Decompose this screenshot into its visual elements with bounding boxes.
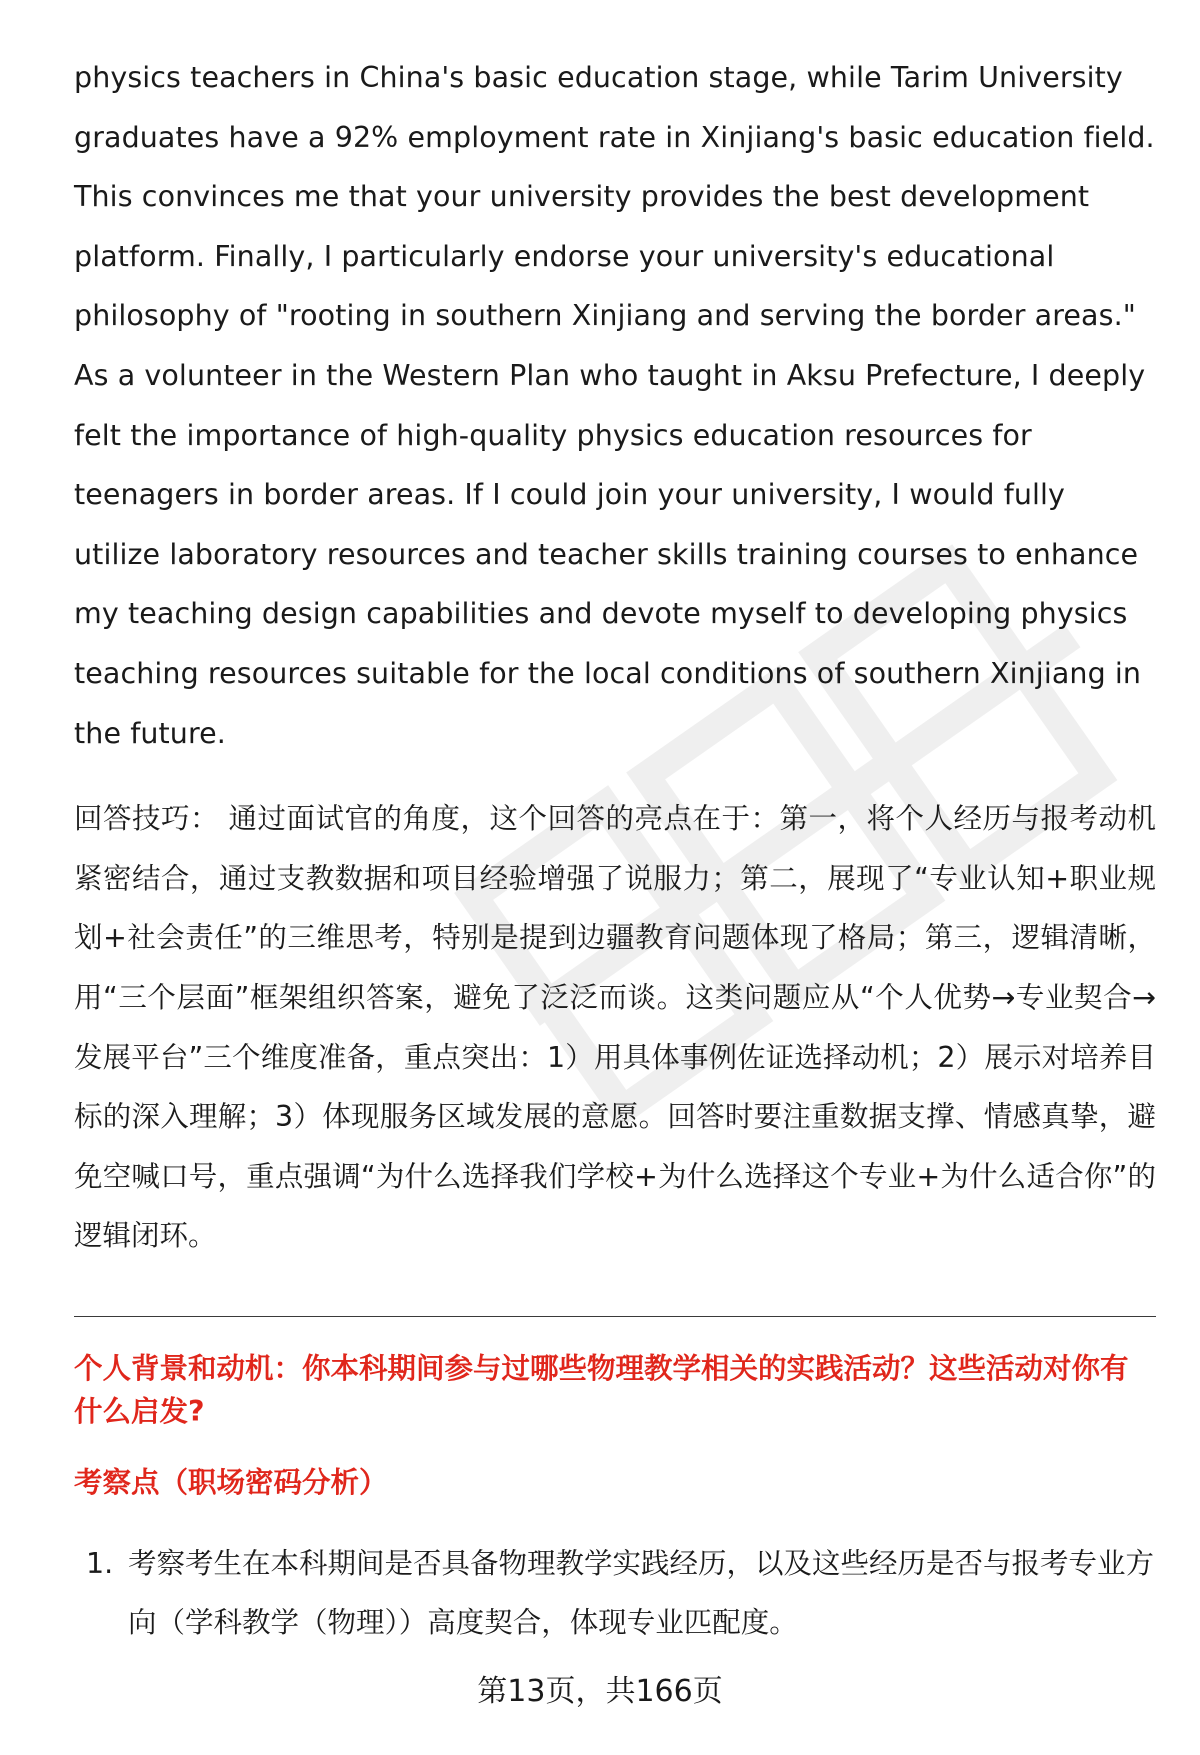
interview-question: 个人背景和动机：你本科期间参与过哪些物理教学相关的实践活动？这些活动对你有什么启发?	[74, 1351, 1129, 1428]
focus-heading: 考察点（职场密码分析）	[74, 1465, 388, 1499]
focus-list	[74, 1534, 1156, 1653]
list-item	[74, 1534, 1156, 1653]
page-number-footer: 第13页，共166页	[477, 1674, 723, 1709]
answer-paragraph: physics teachers in China's basic education stage, while Tarim University graduates have a 92% employment rate in Xinjiang's basic education field. This convinces me that your university provides the best development platform. Finally, I particularly endorse your university's educational philosophy of "rooting in southern Xinjiang and serving the border areas." As a volunteer in the Western Plan who taught in Aksu Prefecture, I deeply felt the importance of high-quality physics education resources for teenagers in border areas. If I could join your university, I would fully utilize laboratory resources and teacher skills training courses to enhance my teaching design capabilities and devote myself to developing physics teaching resources suitable for the local conditions of southern Xinjiang in the future.	[74, 61, 1155, 750]
section-divider	[74, 1316, 1156, 1317]
document-page	[74, 48, 1156, 1653]
list-item-number: 1.	[86, 1546, 114, 1580]
list-item-text: 考察考生在本科期间是否具备物理教学实践经历，以及这些经历是否与报考专业方向（学科教学（物理））高度契合，体现专业匹配度。	[128, 1546, 1155, 1640]
answer-tips-paragraph: 回答技巧： 通过面试官的角度，这个回答的亮点在于：第一，将个人经历与报考动机紧密结合，通过支教数据和项目经验增强了说服力；第二，展现了“专业认知+职业规划+社会责任”的三维思考，特别是提到边疆教育问题体现了格局；第三，逻辑清晰，用“三个层面”框架组织答案，避免了泛泛而谈。这类问题应从“个人优势→专业契合→发展平台”三个维度准备，重点突出：1）用具体事例佐证选择动机；2）展示对培养目标的深入理解；3）体现服务区域发展的意愿。回答时要注重数据支撑、情感真挚，避免空喊口号，重点强调“为什么选择我们学校+为什么选择这个专业+为什么适合你”的逻辑闭环。	[74, 802, 1156, 1253]
